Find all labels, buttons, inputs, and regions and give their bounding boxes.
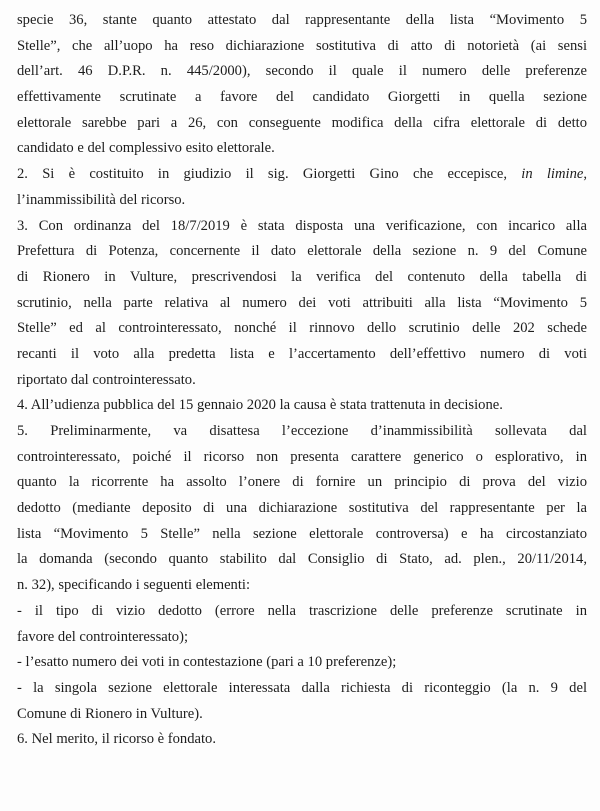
text-line: candidato e del complessivo esito elettorale. <box>17 140 275 157</box>
text-line: Stelle”, che all’uopo ha reso dichiarazione sostitutiva di atto di notorietà (ai sensi <box>17 37 587 54</box>
text-line: riportato dal controinteressato. <box>17 371 196 388</box>
text-line: Prefettura di Potenza, concernente il dato elettorale della sezione n. 9 del Comune <box>17 243 587 260</box>
text-line: n. 32), specificando i seguenti elementi: <box>17 577 251 594</box>
text-line: lista “Movimento 5 Stelle” nella sezione elettorale controversa) e ha circostanziato <box>17 525 587 542</box>
text-line: specie 36, stante quanto attestato dal rappresentante della lista “Movimento 5 <box>17 12 587 28</box>
document-body <box>17 8 587 753</box>
text-line <box>17 162 587 188</box>
text-line: l’inammissibilità del ricorso. <box>17 191 186 208</box>
text-line: recanti il voto alla predetta lista e l’accertamento dell’effettivo numero di voti <box>17 345 587 362</box>
text-line: 5. Preliminarmente, va disattesa l’eccezione d’inammissibilità sollevata dal <box>17 423 587 439</box>
text-line: Comune di Rionero in Vulture). <box>17 705 203 722</box>
text-segment: 2. Si è costituito in giudizio il sig. Giorgetti Gino che eccepisce, <box>17 166 522 183</box>
text-line: - l’esatto numero dei voti in contestazione (pari a 10 preferenze); <box>17 654 397 671</box>
text-line: Stelle” ed al controinteressato, nonché il rinnovo dello scrutinio delle 202 schede <box>17 320 587 337</box>
text-line: effettivamente scrutinate a favore del candidato Giorgetti in quella sezione <box>17 89 587 106</box>
text-line: controinteressato, poiché il ricorso non presenta carattere generico o esplorativo, in <box>17 448 587 465</box>
italic-phrase: in limine <box>521 166 584 183</box>
text-line: - il tipo di vizio dedotto (errore nella trascrizione delle preferenze scrutinate in <box>17 602 587 619</box>
text-line: 6. Nel merito, il ricorso è fondato. <box>17 731 216 748</box>
text-line: - la singola sezione elettorale interessata dalla richiesta di riconteggio (la n. 9 del <box>17 679 587 696</box>
text-line: favore del controinteressato); <box>17 628 188 645</box>
text-line: scrutinio, nella parte relativa al numero dei voti attribuiti alla lista “Movimento 5 <box>17 294 587 311</box>
text-line: la domanda (secondo quanto stabilito dal Consiglio di Stato, ad. plen., 20/11/2014, <box>17 551 587 568</box>
text-line: quanto la ricorrente ha assolto l’onere di fornire un principio di prova del vizio <box>17 474 587 491</box>
text-line: 4. All’udienza pubblica del 15 gennaio 2020 la causa è stata trattenuta in decisione. <box>17 397 503 414</box>
text-line: elettorale sarebbe pari a 26, con conseguente modifica della cifra elettorale di detto <box>17 114 587 131</box>
text-segment: , <box>583 166 587 183</box>
text-line: dedotto (mediante deposito di una dichiarazione sostitutiva del rappresentante per la <box>17 500 587 517</box>
text-line: 3. Con ordinanza del 18/7/2019 è stata disposta una verificazione, con incarico alla <box>17 217 587 234</box>
text-line: di Rionero in Vulture, prescrivendosi la verifica del contenuto della tabella di <box>17 268 587 285</box>
text-line: dell’art. 46 D.P.R. n. 445/2000), secondo il quale il numero delle preferenze <box>17 63 587 80</box>
